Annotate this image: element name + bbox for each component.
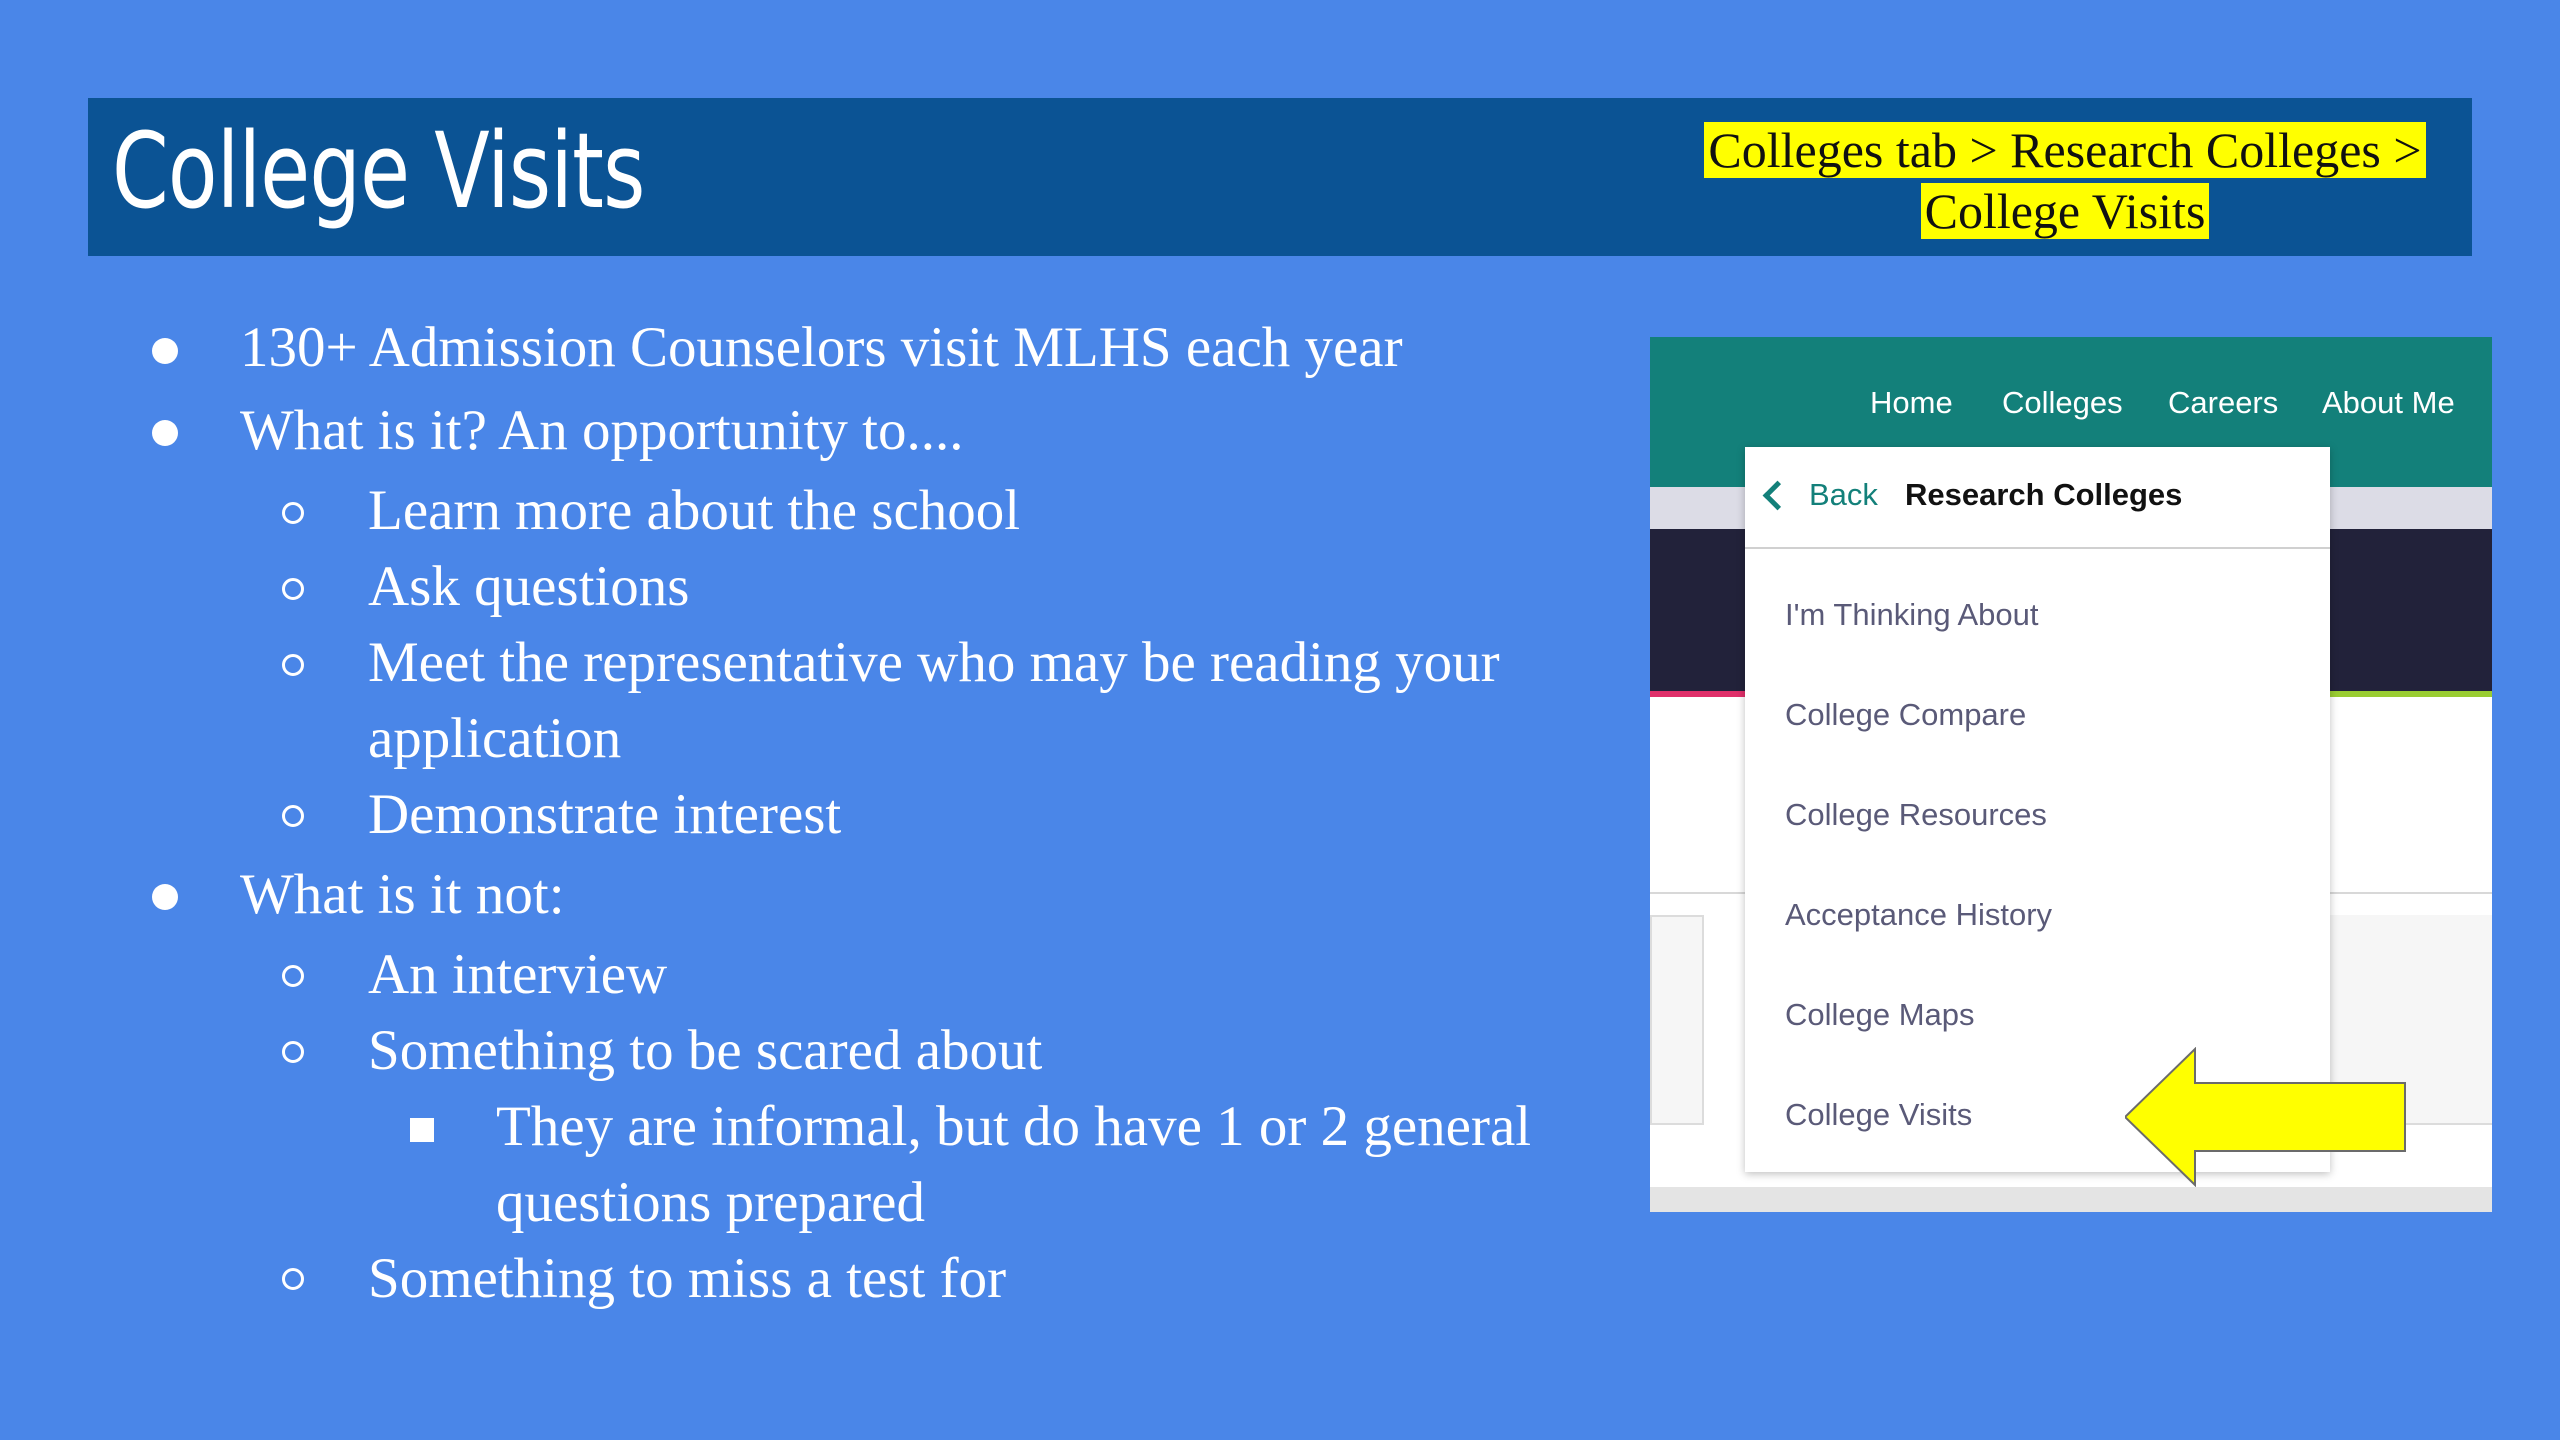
bullet-item: An interview xyxy=(368,943,668,1006)
menu-item-im-thinking-about[interactable]: I'm Thinking About xyxy=(1785,597,2039,632)
bullet-item: Meet the representative who may be reading your xyxy=(368,631,1500,694)
bullet-marker xyxy=(282,654,304,676)
nav-path-line-2: College Visits xyxy=(1921,183,2210,239)
footer-strip xyxy=(1650,1187,2492,1212)
highlight-arrow-icon xyxy=(2125,1047,2410,1187)
nav-path-line-1: Colleges tab > Research Colleges > xyxy=(1704,122,2425,178)
bullet-marker xyxy=(282,1041,304,1063)
navigation-path-callout xyxy=(1685,120,2445,242)
menu-item-college-resources[interactable]: College Resources xyxy=(1785,797,2047,832)
nav-about-me[interactable]: About Me xyxy=(2322,385,2455,420)
bullet-item-continuation: questions prepared xyxy=(496,1171,925,1234)
bullet-item: What is it not: xyxy=(240,863,565,926)
bullet-marker xyxy=(152,338,178,364)
bullet-marker xyxy=(152,884,178,910)
menu-item-college-visits[interactable]: College Visits xyxy=(1785,1097,1973,1132)
bullet-item: 130+ Admission Counselors visit MLHS each year xyxy=(240,316,1403,379)
chevron-left-icon[interactable] xyxy=(1763,481,1793,511)
bullet-marker xyxy=(410,1118,434,1142)
bullet-marker xyxy=(282,805,304,827)
menu-header xyxy=(1745,447,2330,549)
bullet-item-continuation: application xyxy=(368,707,622,770)
research-colleges-menu xyxy=(1745,447,2330,1172)
naviance-screenshot xyxy=(1650,337,2492,1212)
bullet-item: Ask questions xyxy=(368,555,690,618)
bullet-marker xyxy=(282,1268,304,1290)
bullet-item: Learn more about the school xyxy=(368,479,1021,542)
bullet-item: They are informal, but do have 1 or 2 general xyxy=(496,1095,1532,1158)
nav-careers[interactable]: Careers xyxy=(2168,385,2279,420)
bullet-item: What is it? An opportunity to.... xyxy=(240,399,964,462)
bullet-item: Demonstrate interest xyxy=(368,783,842,846)
bullet-marker xyxy=(282,965,304,987)
menu-item-acceptance-history[interactable]: Acceptance History xyxy=(1785,897,2053,932)
nav-home[interactable]: Home xyxy=(1870,385,1953,420)
bullet-marker xyxy=(282,578,304,600)
nav-colleges[interactable]: Colleges xyxy=(2002,385,2123,420)
slide-title: College Visits xyxy=(112,110,645,232)
menu-title: Research Colleges xyxy=(1905,477,2183,512)
menu-item-college-compare[interactable]: College Compare xyxy=(1785,697,2027,732)
back-button[interactable]: Back xyxy=(1809,477,1878,512)
bullet-marker xyxy=(152,420,178,446)
bullet-item: Something to miss a test for xyxy=(368,1247,1007,1310)
bullet-item: Something to be scared about xyxy=(368,1019,1043,1082)
bullet-marker xyxy=(282,502,304,524)
menu-item-college-maps[interactable]: College Maps xyxy=(1785,997,1975,1032)
content-card xyxy=(1650,915,1704,1125)
